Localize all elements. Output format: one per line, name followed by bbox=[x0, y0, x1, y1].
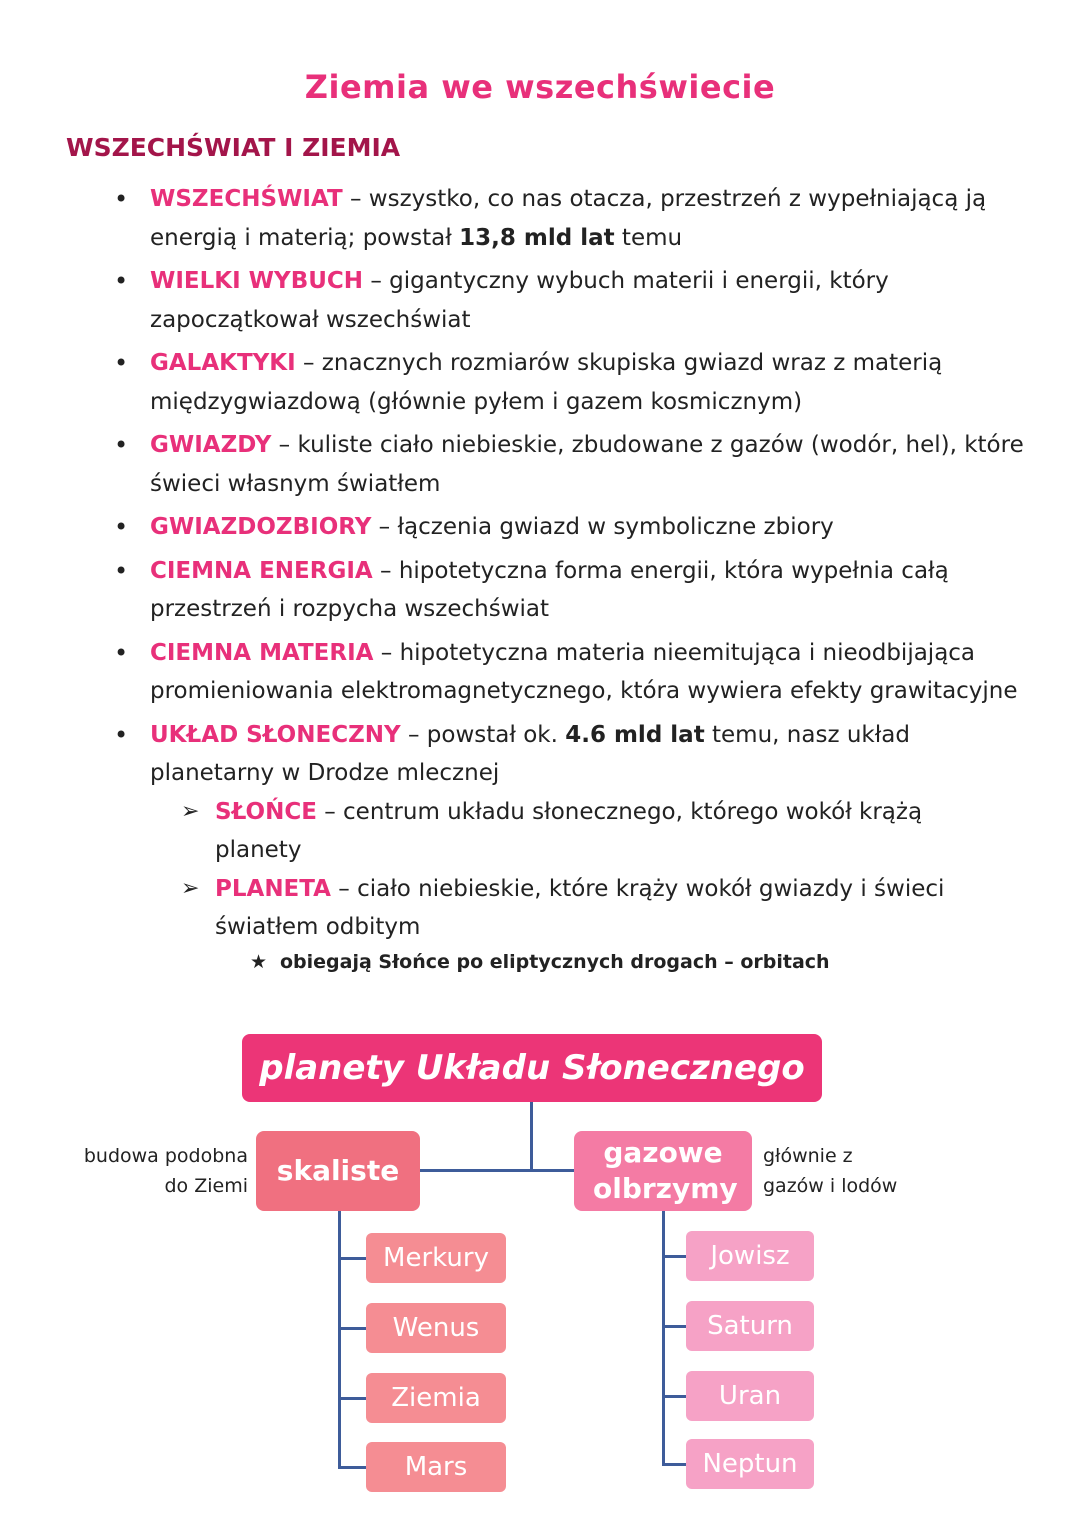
connector-line bbox=[662, 1325, 686, 1328]
definition-text: – centrum układu słonecznego, którego wokół krążą planety bbox=[215, 798, 923, 863]
connector-line bbox=[662, 1211, 665, 1466]
definition-item bbox=[150, 426, 1030, 503]
keyword: CIEMNA MATERIA bbox=[150, 639, 374, 666]
connector-line bbox=[338, 1211, 341, 1469]
definition-item bbox=[150, 180, 1030, 257]
planet-box: Saturn bbox=[686, 1301, 814, 1351]
definition-text: – hipotetyczna materia nieemitująca i nieodbijająca promieniowania elektromagnetycznego, która wywiera efekty grawitacyjne bbox=[150, 639, 1018, 704]
arrow-bullet-icon: ➢ bbox=[181, 798, 200, 824]
definition-text: – wszystko, co nas otacza, przestrzeń z wypełniającą ją energią i materią; powstał bbox=[150, 186, 987, 251]
gas-note bbox=[763, 1141, 963, 1201]
star-note-text: obiegają Słońce po eliptycznych drogach – orbitach bbox=[280, 950, 830, 973]
connector-line bbox=[662, 1395, 686, 1398]
keyword: WSZECHŚWIAT bbox=[150, 186, 343, 212]
definition-text: – łączenia gwiazd w symboliczne zbiory bbox=[371, 514, 834, 540]
planet-box: Ziemia bbox=[366, 1373, 506, 1423]
keyword: GWIAZDOZBIORY bbox=[150, 514, 372, 540]
star-icon: ★ bbox=[250, 950, 268, 973]
definition-item bbox=[150, 634, 1030, 711]
page-title: Ziemia we wszechświecie bbox=[304, 68, 776, 106]
definition-item bbox=[150, 262, 1030, 339]
definition-text: – powstał ok. bbox=[400, 721, 566, 748]
definition-text: – hipotetyczna forma energii, która wypełnia całą przestrzeń i rozpycha wszechświat bbox=[150, 557, 949, 622]
bold-value: 4.6 mld lat bbox=[565, 721, 705, 748]
keyword: SŁOŃCE bbox=[215, 798, 317, 825]
definition-text: temu bbox=[614, 224, 683, 251]
section-heading: WSZECHŚWIAT I ZIEMIA bbox=[66, 133, 401, 162]
definition-text: – znacznych rozmiarów skupiska gwiazd wraz z materią międzygwiazdową (głównie pyłem i gazem kosmicznym) bbox=[150, 350, 943, 415]
gas-note-text: głównie z gazów i lodów bbox=[763, 1145, 898, 1197]
definition-item bbox=[150, 552, 1030, 629]
keyword: WIELKI WYBUCH bbox=[150, 268, 364, 294]
sub-definition-item bbox=[181, 793, 1015, 870]
category-gas-giants bbox=[574, 1131, 752, 1211]
keyword: GWIAZDY bbox=[150, 432, 272, 458]
definition-text: – ciało niebieskie, które krąży wokół gwiazdy i świeci światłem odbitym bbox=[215, 875, 945, 940]
bold-value: 13,8 mld lat bbox=[459, 224, 615, 251]
sub-definition-list bbox=[181, 793, 1015, 977]
connector-line bbox=[338, 1466, 366, 1469]
star-note bbox=[250, 947, 1015, 977]
connector-line bbox=[338, 1257, 366, 1260]
planet-box: Neptun bbox=[686, 1439, 814, 1489]
connector-line bbox=[530, 1102, 533, 1170]
keyword: PLANETA bbox=[215, 875, 331, 902]
connector-line bbox=[662, 1463, 686, 1466]
category-rocky: skaliste bbox=[256, 1131, 420, 1211]
planet-box: Jowisz bbox=[686, 1231, 814, 1281]
keyword: GALAKTYKI bbox=[150, 350, 296, 376]
definition-item bbox=[150, 716, 1030, 977]
planet-box: Merkury bbox=[366, 1233, 506, 1283]
keyword: CIEMNA ENERGIA bbox=[150, 557, 373, 584]
keyword: UKŁAD SŁONECZNY bbox=[150, 721, 401, 748]
connector-line bbox=[338, 1397, 366, 1400]
planet-box: Mars bbox=[366, 1442, 506, 1492]
planet-box: Uran bbox=[686, 1371, 814, 1421]
arrow-bullet-icon: ➢ bbox=[181, 875, 200, 901]
definition-text: – kuliste ciało niebieskie, zbudowane z gazów (wodór, hel), które świeci własnym światłem bbox=[150, 432, 1024, 497]
category-gas-label: gazowe olbrzymy bbox=[593, 1136, 738, 1205]
sub-definition-item bbox=[181, 870, 1015, 977]
definition-item bbox=[150, 508, 1030, 547]
planet-box: Wenus bbox=[366, 1303, 506, 1353]
connector-line bbox=[420, 1169, 574, 1172]
definition-list bbox=[150, 180, 1030, 982]
diagram-root: planety Układu Słonecznego bbox=[242, 1034, 822, 1102]
connector-line bbox=[338, 1327, 366, 1330]
connector-line bbox=[662, 1255, 686, 1258]
definition-text: – gigantyczny wybuch materii i energii, który zapoczątkował wszechświat bbox=[150, 268, 889, 333]
definition-text: temu, nasz układ planetarny w Drodze mlecznej bbox=[150, 721, 910, 786]
rocky-note: budowa podobna do Ziemi bbox=[83, 1145, 248, 1197]
definition-item bbox=[150, 344, 1030, 421]
